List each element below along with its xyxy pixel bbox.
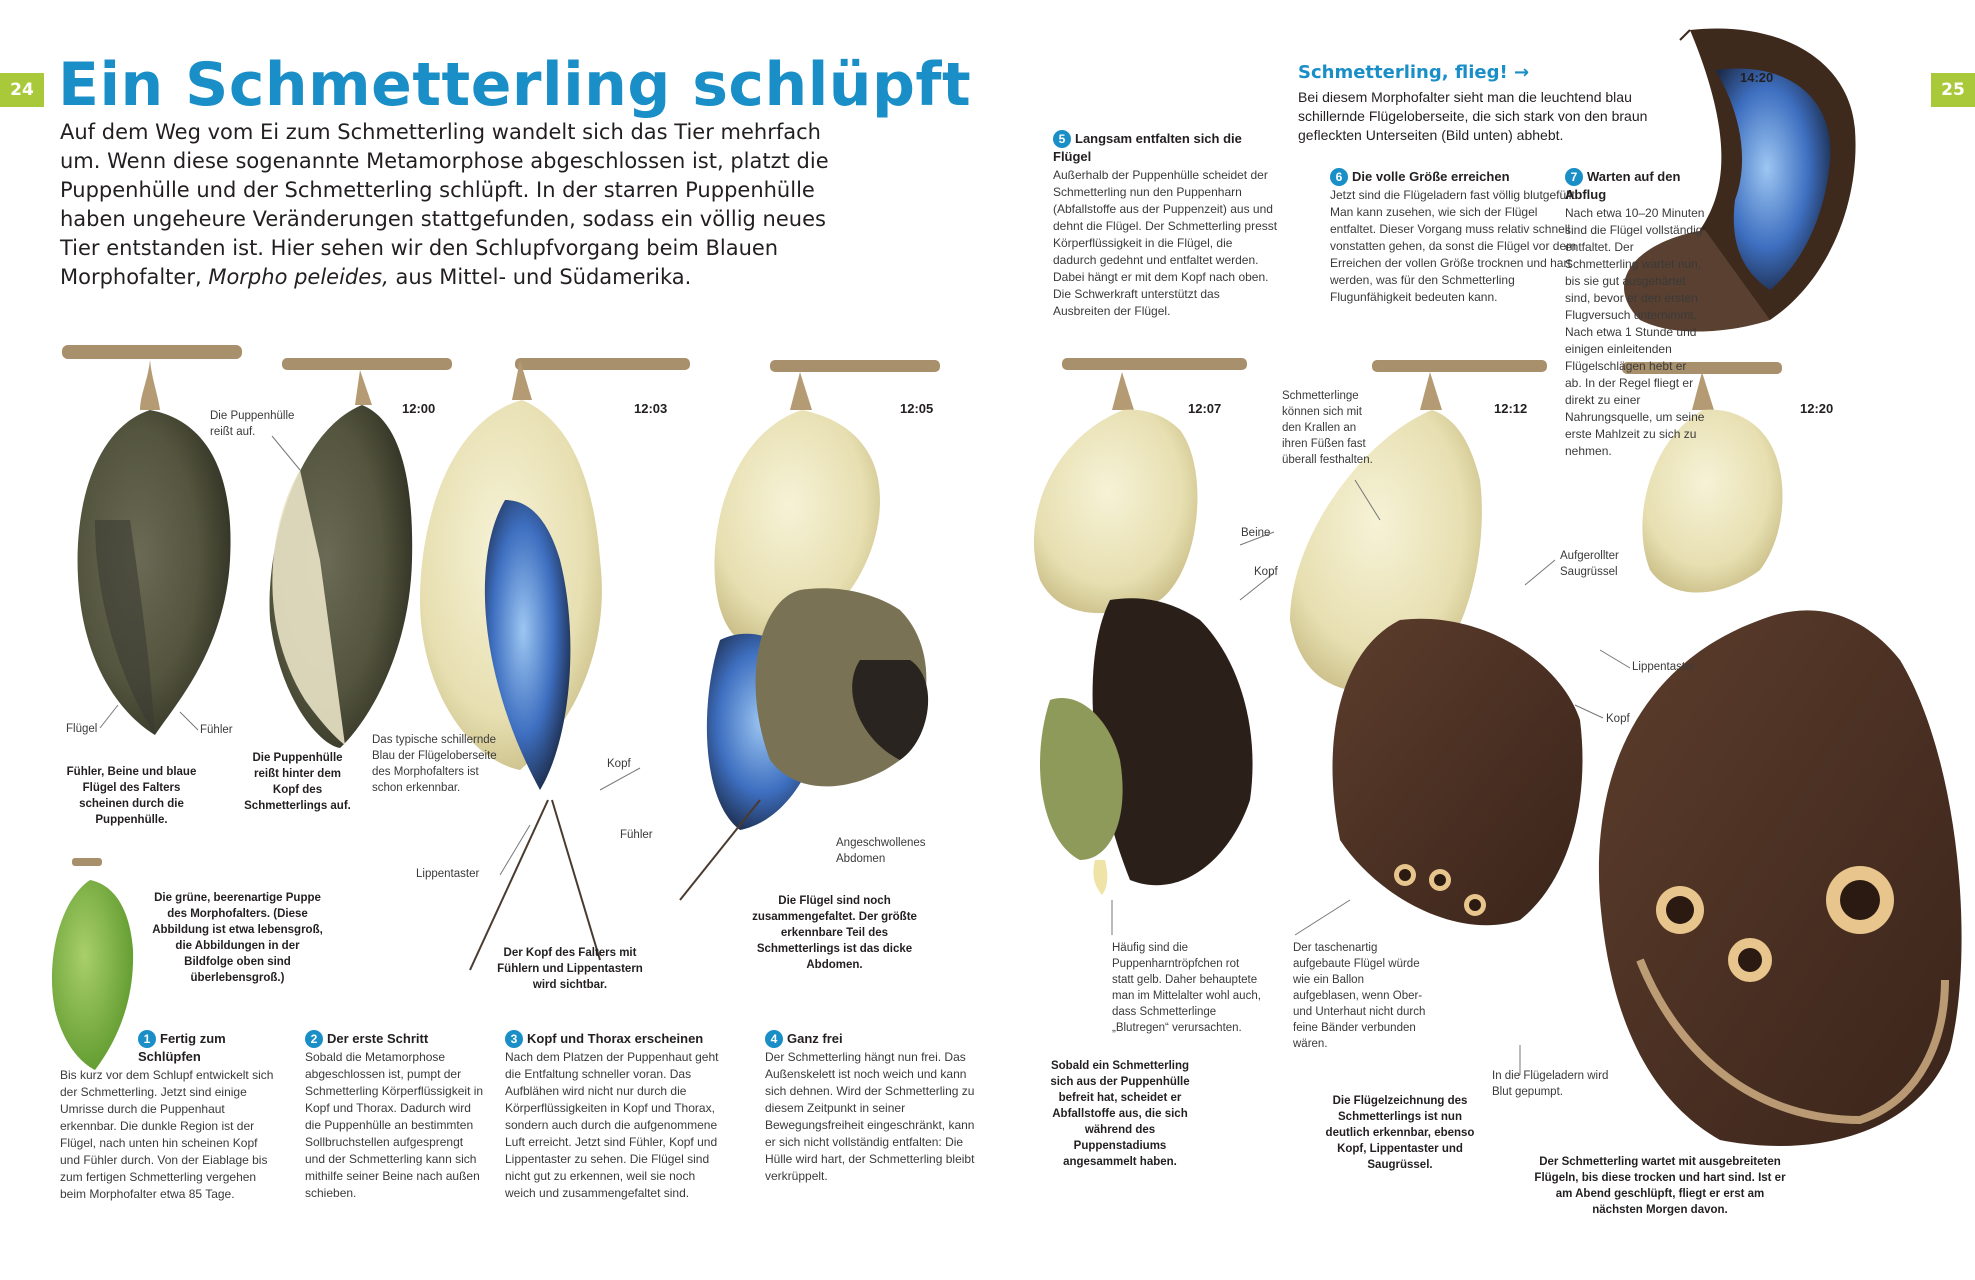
twigs — [62, 345, 1782, 374]
time-2: 12:03 — [634, 401, 668, 416]
label-kopf-2: Kopf — [1254, 566, 1278, 578]
step-number-icon: 5 — [1053, 130, 1071, 148]
step-number-icon: 7 — [1565, 168, 1583, 186]
step-5: 5 Langsam entfalten sich die Flügel Außerhalb der Puppenhülle scheidet der Schmetterling nun den Puppenharn (Abfallstoffe aus der Puppenzeit) aus und dehnt die Flügel. Der Schmetterling presst Körperflüssigkeit in die Flügel, die dadurch gedehnt und entfaltet werden. Dabei hängt er mit dem Kopf nach oben. Die Schwerkraft unterstützt das Ausbreiten der Flügel. — [1053, 131, 1278, 318]
caption-3: Die grüne, beerenartige Puppe des Morphofalters. (Diese Abbildung ist etwa lebensgroß, die Abbildungen in der Bildfolge oben sind überlebensgroß.) — [152, 892, 323, 984]
page-title: Ein Schmetterling schlüpft — [58, 50, 972, 120]
label-saugruessel: Aufgerollter Saugrüssel — [1560, 550, 1619, 578]
page-number-left: 24 — [0, 73, 44, 107]
label-krallen: Schmetterlinge können sich mit den Krallen an ihren Füßen fast überall festhalten. — [1282, 390, 1373, 466]
fly-title: Schmetterling, flieg! → — [1298, 62, 1530, 83]
step-number-icon: 2 — [305, 1030, 323, 1048]
time-6: 12:20 — [1800, 401, 1834, 416]
label-lippentaster-1: Lippentaster — [416, 868, 480, 880]
fly-text: Bei diesem Morphofalter sieht man die leuchtend blau schillernde Flügeloberseite, die sich stark von den braun gefleckten Unterseiten (Bild unten) abhebt. — [1298, 89, 1648, 143]
label-beine: Beine — [1241, 527, 1271, 539]
label-fuehler-1: Fühler — [200, 724, 233, 736]
step-number-icon: 1 — [138, 1030, 156, 1048]
label-abdomen: Angeschwollenes Abdomen — [836, 837, 926, 865]
step-4: 4 Ganz frei Der Schmetterling hängt nun frei. Das Außenskelett ist noch weich und kann sich dehnen. Wird der Schmetterling zu diesem Zeitpunkt in seiner Bewegungsfreiheit eingeschränkt, kann er sich nicht vollständig entfalten: Die Hülle wird hart, der Schmetterling bleibt verkrüppelt. — [765, 1031, 975, 1183]
step-3: 3 Kopf und Thorax erscheinen Nach dem Platzen der Puppenhaut geht die Entfaltung schneller voran. Das Aufblähen wird nicht nur durch die Körperflüssigkeiten in Kopf und Thorax, sondern auch durch die aufgenommene Luft erreicht. Jetzt sind Fühler, Kopf und Lippentaster zu sehen. Die Flügel sind nicht gut zu erkennen, weil sie noch weich und zusammengefaltet sind. — [505, 1031, 719, 1200]
step-7: 7 Warten auf den Abflug Nach etwa 10–20 Minuten sind die Flügel vollständig entfaltet. Der Schmetterling wartet nun, bis sie gut ausgehärtet sind, bevor er den ersten Flugversuch unternimmt. Nach etwa 1 Stunde und einigen einleitenden Flügelschlägen hebt er ab. In der Regel fliegt er direkt zu einer Nahrungsquelle, um seine erste Mahlzeit zu sich zu nehmen. — [1565, 169, 1705, 458]
step-6: 6 Die volle Größe erreichen Jetzt sind die Flügeladern fast völlig blutgefüllt. Man kann zusehen, wie sich der Flügel entfaltet. Dieser Vorgang muss relativ schnell vonstatten gehen, da sonst die Flügel vor dem Erreichen der vollen Größe trocknen und hart werden, was für den Schmetterling Flugunfähigkeit bedeuten kann. — [1330, 169, 1579, 304]
caption-5: Die Flügel sind noch zusammengefaltet. Der größte erkennbare Teil des Schmetterlings ist das dicke Abdomen. — [752, 895, 917, 971]
butterfly-stage-5 — [1034, 372, 1253, 895]
step-1: 1 Fertig zum Schlüpfen Bis kurz vor dem Schlupf entwickelt sich der Schmetterling. Jetzt sind einige Umrisse durch die Puppenhaut erkennbar. Die dunkle Region ist der Flügel, nach unten hin scheinen Kopf und Fühler durch. Von der Eiablage bis zum fertigen Schmetterling vergehen beim Morphofalter etwa 85 Tage. — [60, 1031, 274, 1201]
page-number-right: 25 — [1931, 73, 1975, 107]
caption-2: Die Puppenhülle reißt hinter dem Kopf des Schmetterlings auf. — [244, 752, 351, 812]
step-number-icon: 6 — [1330, 168, 1348, 186]
pupa-stage-1 — [78, 360, 231, 735]
intro-text: Auf dem Weg vom Ei zum Schmetterling wandelt sich das Tier mehrfach um. Wenn diese sogenannte Metamorphose abgeschlossen ist, platzt die Puppenhülle und der Schmetterling schlüpft. In der starren Puppenhülle haben ungeheure Veränderungen stattgefunden, sodass ein völlig neues Tier entstanden ist. Hier sehen wir den Schlupfvorgang beim Blauen Morphofalter, Morpho peleides, aus Mittel- und Südamerika. — [60, 120, 829, 289]
time-5: 12:12 — [1494, 401, 1528, 416]
label-fluegel: Flügel — [66, 723, 98, 735]
label-fuehler-2: Fühler — [620, 829, 653, 841]
time-4: 12:07 — [1188, 401, 1222, 416]
step-2: 2 Der erste Schritt Sobald die Metamorphose abgeschlossen ist, pumpt der Schmetterling Körperflüssigkeit in Kopf und Thorax. Dadurch wird die Puppenhülle an bestimmten Sollbruchstellen aufgesprengt und der Schmetterling kann sich mithilfe seiner Beine nach außen schieben. — [305, 1031, 484, 1200]
time-fly: 14:20 — [1740, 70, 1774, 85]
caption-7: Die Flügelzeichnung des Schmetterlings ist nun deutlich erkennbar, ebenso Kopf, Lippentaster und Saugrüssel. — [1325, 1095, 1475, 1171]
time-1: 12:00 — [402, 401, 436, 416]
caption-6: Sobald ein Schmetterling sich aus der Puppenhülle befreit hat, scheidet er Abfallstoffe aus, die sich während des Puppenstadiums angesammelt haben. — [1050, 1060, 1190, 1168]
time-3: 12:05 — [900, 401, 934, 416]
label-typisches-blau: Das typische schillernde Blau der Flügeloberseite des Morphofalters ist schon erkennbar. — [372, 734, 497, 794]
caption-4: Der Kopf des Falters mit Fühlern und Lippentastern wird sichtbar. — [497, 947, 643, 991]
pupa-stage-4 — [680, 372, 928, 900]
label-lippentaster-2: Lippentaster — [1632, 661, 1696, 673]
caption-1: Fühler, Beine und blaue Flügel des Falters scheinen durch die Puppenhülle. — [66, 766, 197, 826]
label-puppenhuelle-reisst: Die Puppenhülle reißt auf. — [210, 410, 295, 438]
label-kopf-1: Kopf — [607, 758, 631, 770]
step-number-icon: 3 — [505, 1030, 523, 1048]
caption-8: Der Schmetterling wartet mit ausgebreiteten Flügeln, bis diese trocken und hart sind. Ist er am Abend geschlüpft, fliegt er erst am nächsten Morgen davon. — [1534, 1156, 1786, 1216]
label-taschenartig: Der taschenartig aufgebaute Flügel würde wie ein Ballon aufgeblasen, wenn Ober- und Unterhaut nicht durch feine Bänder verbunden wären. — [1293, 942, 1426, 1050]
label-blut: In die Flügeladern wird Blut gepumpt. — [1492, 1070, 1609, 1098]
label-kopf-3: Kopf — [1606, 713, 1630, 725]
label-puppenharn: Häufig sind die Puppenharntröpfchen rot statt gelb. Daher behauptete man im Mittelalter wohl auch, dass Schmetterlinge „Blutregen“ verursachten. — [1112, 942, 1261, 1034]
butterfly-stage-7 — [1599, 372, 1962, 1146]
step-number-icon: 4 — [765, 1030, 783, 1048]
